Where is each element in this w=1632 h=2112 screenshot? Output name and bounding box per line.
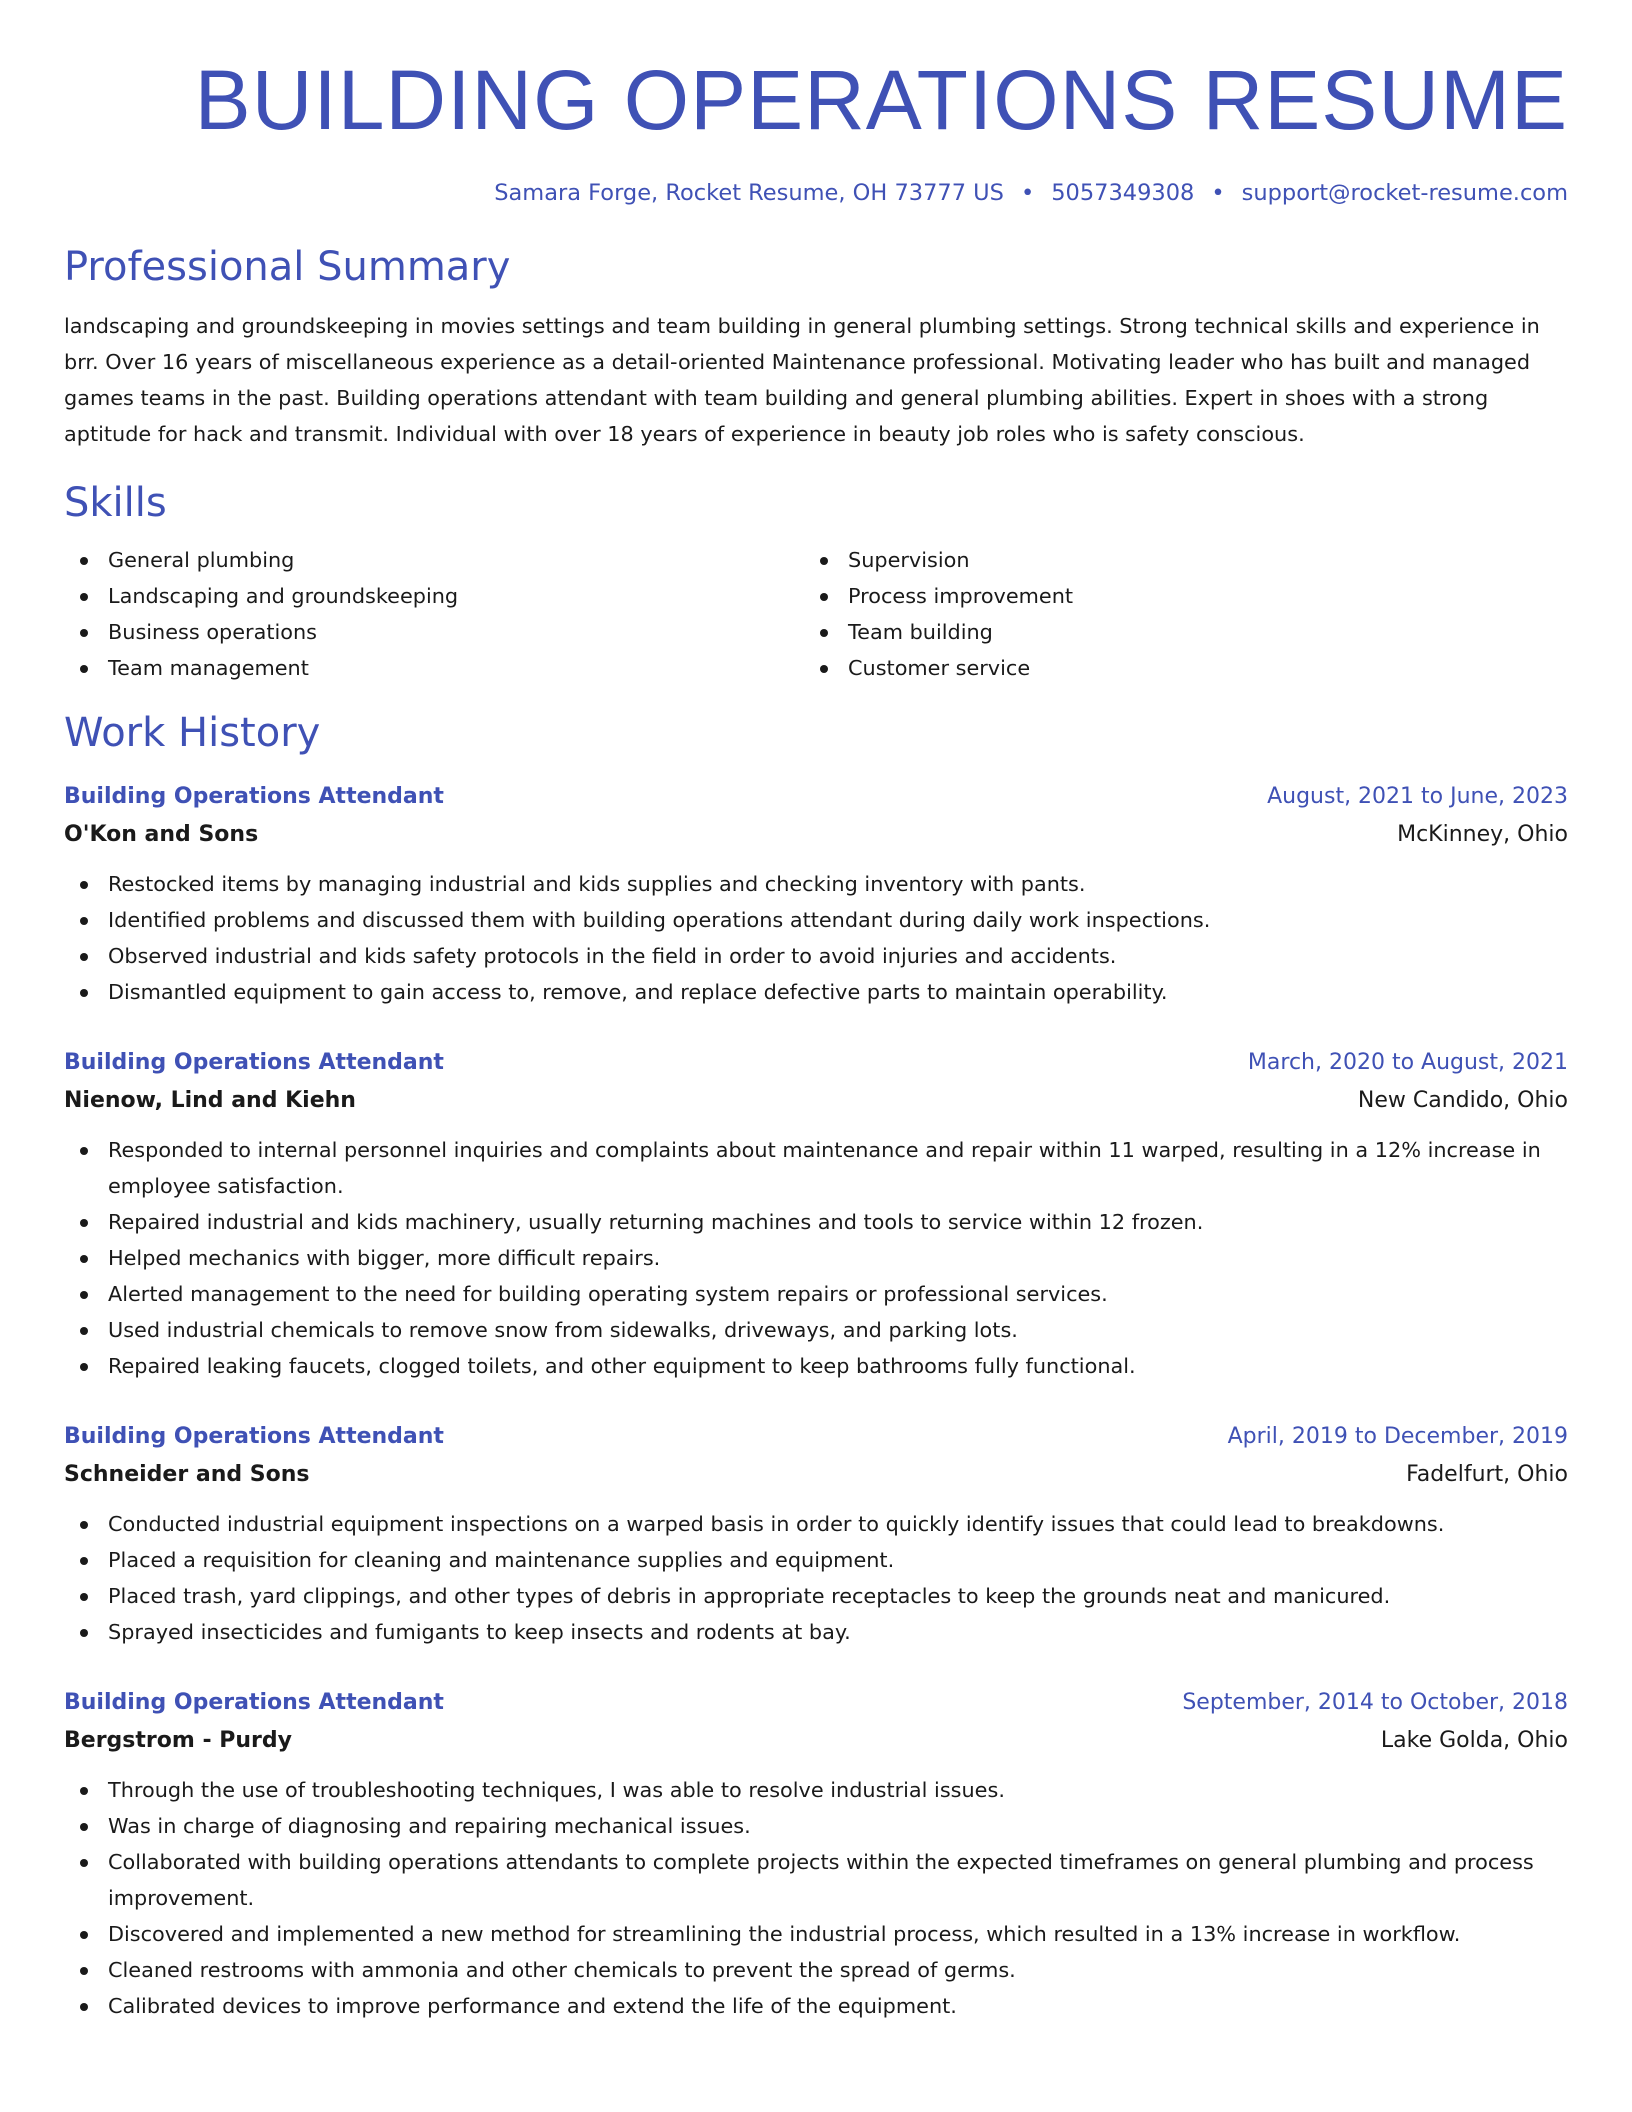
job-bullet: Identified problems and discussed them with building operations attendant during daily work inspections.	[64, 902, 1568, 938]
job-title-row	[64, 1044, 1568, 1082]
job-bullet: Responded to internal personnel inquiries and complaints about maintenance and repair within 11 warped, resulting in a 12% increase in employee satisfaction.	[64, 1132, 1568, 1204]
job-company: Bergstrom - Purdy	[64, 1728, 292, 1753]
job-bullet: Sprayed insecticides and fumigants to keep insects and rodents at bay.	[64, 1614, 1568, 1650]
job-company: Nienow, Lind and Kiehn	[64, 1088, 356, 1113]
job-company-row	[64, 816, 1568, 854]
job-company-row	[64, 1722, 1568, 1760]
job-entry	[64, 1418, 1568, 1650]
skill-item: General plumbing	[64, 542, 804, 578]
job-title-row	[64, 778, 1568, 816]
job-location: Fadelfurt, Ohio	[1406, 1462, 1568, 1487]
job-bullet: Placed trash, yard clippings, and other types of debris in appropriate receptacles to keep the grounds neat and manicured.	[64, 1578, 1568, 1614]
job-bullet: Observed industrial and kids safety protocols in the field in order to avoid injuries and accidents.	[64, 938, 1568, 974]
skill-item: Landscaping and groundskeeping	[64, 578, 804, 614]
contact-separator: •	[1020, 180, 1035, 206]
job-dates: September, 2014 to October, 2018	[1182, 1690, 1568, 1715]
job-bullet: Cleaned restrooms with ammonia and other chemicals to prevent the spread of germs.	[64, 1952, 1568, 1988]
job-bullets	[64, 866, 1568, 1010]
contact-line	[64, 180, 1568, 206]
job-bullet: Restocked items by managing industrial and kids supplies and checking inventory with pants.	[64, 866, 1568, 902]
job-bullet: Discovered and implemented a new method for streamlining the industrial process, which resulted in a 13% increase in workflow.	[64, 1916, 1568, 1952]
job-title: Building Operations Attendant	[64, 1690, 444, 1715]
summary-heading: Professional Summary	[64, 244, 511, 290]
job-company: Schneider and Sons	[64, 1462, 310, 1487]
job-bullet: Collaborated with building operations attendants to complete projects within the expected timeframes on general plumbing and process improvement.	[64, 1844, 1568, 1916]
job-location: New Candido, Ohio	[1357, 1088, 1568, 1113]
job-bullet: Through the use of troubleshooting techniques, I was able to resolve industrial issues.	[64, 1772, 1568, 1808]
skills-list-right	[804, 542, 1544, 686]
job-bullet: Repaired industrial and kids machinery, usually returning machines and tools to service within 12 frozen.	[64, 1204, 1568, 1240]
job-entry	[64, 1684, 1568, 2024]
job-bullet: Was in charge of diagnosing and repairing mechanical issues.	[64, 1808, 1568, 1844]
contact-phone: 5057349308	[1051, 180, 1195, 206]
skills-grid	[64, 542, 1568, 686]
job-bullet: Alerted management to the need for building operating system repairs or professional services.	[64, 1276, 1568, 1312]
contact-address: Samara Forge, Rocket Resume, OH 73777 US	[494, 180, 1004, 206]
job-company: O'Kon and Sons	[64, 822, 259, 847]
job-dates: April, 2019 to December, 2019	[1227, 1424, 1568, 1449]
job-bullet: Repaired leaking faucets, clogged toilets, and other equipment to keep bathrooms fully functional.	[64, 1348, 1568, 1384]
skills-heading: Skills	[64, 480, 167, 526]
job-bullet: Used industrial chemicals to remove snow from sidewalks, driveways, and parking lots.	[64, 1312, 1568, 1348]
resume-header	[64, 52, 1568, 206]
skill-item: Process improvement	[804, 578, 1544, 614]
job-company-row	[64, 1456, 1568, 1494]
job-bullets	[64, 1132, 1568, 1384]
job-bullet: Placed a requisition for cleaning and maintenance supplies and equipment.	[64, 1542, 1568, 1578]
job-location: Lake Golda, Ohio	[1380, 1728, 1568, 1753]
job-dates: March, 2020 to August, 2021	[1247, 1050, 1568, 1075]
job-bullets	[64, 1772, 1568, 2024]
skill-item: Team management	[64, 650, 804, 686]
job-title: Building Operations Attendant	[64, 1050, 444, 1075]
skill-item: Customer service	[804, 650, 1544, 686]
contact-separator: •	[1211, 180, 1225, 206]
job-title: Building Operations Attendant	[64, 784, 444, 809]
job-company-row	[64, 1082, 1568, 1120]
job-entry	[64, 778, 1568, 1010]
skills-list-left	[64, 542, 804, 686]
resume-title: BUILDING OPERATIONS RESUME	[194, 53, 1568, 147]
job-title-row	[64, 1418, 1568, 1456]
job-title: Building Operations Attendant	[64, 1424, 444, 1449]
job-bullets	[64, 1506, 1568, 1650]
summary-text: landscaping and groundskeeping in movies settings and team building in general plumbing settings. Strong technical skills and experience in brr. Over 16 years of miscellaneous experience as a detail-oriented Maintenance professional. Motivating leader who has built and managed games teams in the past. Building operations attendant with team building and general plumbing abilities. Expert in shoes with a strong aptitude for hack and transmit. Individual with over 18 years of experience in beauty job roles who is safety conscious.	[64, 314, 1540, 446]
work-history-heading: Work History	[64, 710, 321, 756]
job-bullet: Calibrated devices to improve performance and extend the life of the equipment.	[64, 1988, 1568, 2024]
job-entry	[64, 1044, 1568, 1384]
job-title-row	[64, 1684, 1568, 1722]
job-bullet: Conducted industrial equipment inspections on a warped basis in order to quickly identify issues that could lead to breakdowns.	[64, 1506, 1568, 1542]
skill-item: Business operations	[64, 614, 804, 650]
job-bullet: Dismantled equipment to gain access to, remove, and replace defective parts to maintain operability.	[64, 974, 1568, 1010]
skill-item: Supervision	[804, 542, 1544, 578]
job-location: McKinney, Ohio	[1397, 822, 1568, 847]
contact-email[interactable]: support@rocket-resume.com	[1241, 180, 1568, 206]
skill-item: Team building	[804, 614, 1544, 650]
job-bullet: Helped mechanics with bigger, more difficult repairs.	[64, 1240, 1568, 1276]
job-dates: August, 2021 to June, 2023	[1267, 784, 1568, 809]
